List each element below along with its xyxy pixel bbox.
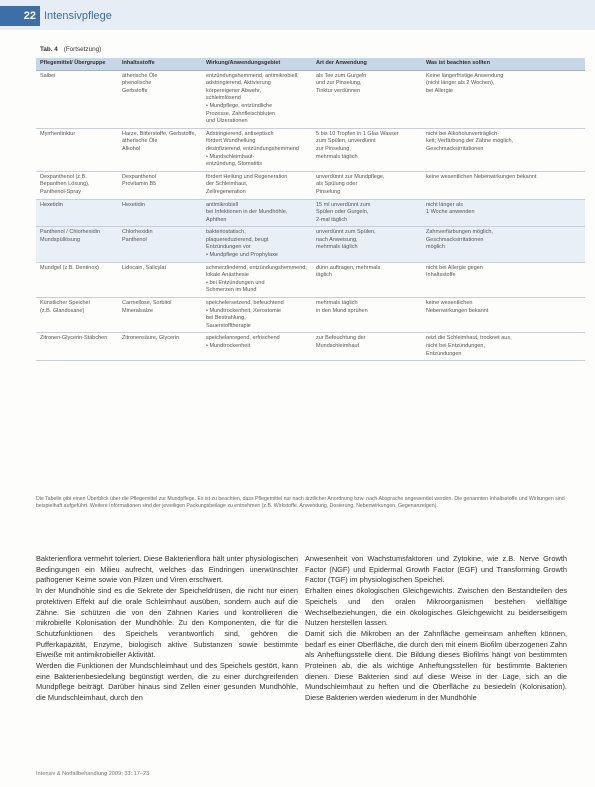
table-cell-line: 2-mal täglich [316,216,348,223]
body-column-right [305,554,567,704]
table-cell-line: Harze, Bitterstoffe, Gerbstoffe, [122,130,197,137]
body-column-left [36,554,298,704]
table-cell-line: keine wesentlichen [426,300,473,307]
table-cell-line: lokale Anästhesie [206,272,249,279]
table-cell-line: Zellregeneration [206,188,246,195]
table-cell-line: Sauerstofftherapie [206,322,251,329]
table-cell [422,333,585,361]
table-cell-line: nicht bei Allergie gegen [426,264,483,271]
table-cell-line: mehrmals täglich [316,300,358,307]
table-cell-line: Mundschleimhaut [316,343,360,349]
table-cell-line: Hexetidin [122,201,145,208]
table-cell [118,171,202,199]
table-cell [202,171,312,199]
table-cell-line: fördert Wundheilung [206,138,256,145]
table-cell-line: bei Allergie [426,87,453,94]
table-cell-line: ätherische Öle [122,138,158,145]
table-cell-line: keine wesentlichen Nebenwirkungen bekannt [426,173,537,180]
table-cell [118,262,202,297]
table-cell-line: Lidocain, Salicylat [122,264,167,271]
table-cell-line: mehrmals täglich [316,244,358,251]
table-cell-line: antimikrobiell [206,201,239,208]
table-cell [312,262,422,297]
table-cell-line: Alkohol [122,145,141,152]
table-cell-line: 1 Woche anwenden [426,209,475,216]
table-cell-line: Provitamin B5 [122,181,157,188]
table-cell-line: unverdünnt zur Mundpflege, [316,173,385,180]
table-cell-line: Zahnverfärbungen möglich, [426,229,493,236]
body-paragraph: Damit sich die Mikroben an der Zahnfläche gemeinsam anheften können, bedarf es einer Oberfläche, die durch den mit einem Biofilm überzogenen Zahn als Anheftungsstelle dient. Die Bildung dieses Biofilms hängt von bestimmten Proteinen ab, die als wichtige Anheftungsstellen für bestimmte Bakterien dienen. Diese Bakterien sind auf diese Weise in der Lage, sich an die Mundschleimhaut zu heften und die Oberfläche zu besiedeln (Kolonisation). Diese Bakterien werden wiederum in der Mundhöhle [305,628,567,703]
table-cell [36,199,118,227]
table-cell-line: adstringierend, Aktivierung [206,80,271,87]
page-number: 22 [0,6,40,26]
table-cell [36,70,118,128]
table-cell-line: schmerzlindernd, entzündungshemmend, [206,264,307,271]
table-row [36,333,585,361]
table-cell-line: desinfizierend, entzündungshemmend [206,145,299,152]
table-cell-line: Mundgel (z.B. Dentinox) [40,264,99,271]
table-cell [422,298,585,333]
table-cell [202,262,312,297]
table-cell-line: • Mundtrockenheit, Xerostomie [206,307,281,314]
table-cell-line: unverdünnt zum Spülen, [316,229,376,236]
table-cell-line: 5 bis 10 Tropfen in 1 Glas Wasser [316,130,399,137]
table-cell-line: • Mundpflege und Prophylaxe [206,252,278,259]
table-cell-line: Pinselung [316,188,341,195]
table-cell [202,227,312,262]
table-cell [36,227,118,262]
section-title: Intensivpflege [44,10,112,22]
table-cell-line: als Tee zum Gurgeln [316,72,367,79]
body-paragraph: Werden die Funktionen der Mundschleimhaut und des Speichels gestört, kann eine Bakterienbesiedelung begünstigt werden, die zu einer durchgreifenden Mundpflege beiträgt. Darüber hinaus sind Zellen einer gesunden Mundhöhle, die Mundschleimhaut, durch den [36,661,298,703]
table-cell-line: täglich [316,272,332,279]
table-cell [312,227,422,262]
table-row [36,171,585,199]
table-cell-line: entzündung, Stomatitis [206,161,262,168]
table-caption-label: Tab. 4 [40,46,58,53]
table-cell-line: • bei Entzündungen und [206,279,265,286]
table-cell-line: Prozesse, Zahnfleischbluten [206,110,276,117]
table-cell-line: nicht bei Alkoholunverträglich- [426,130,500,137]
table-cell-line: (nicht länger als 2 Wochen), [426,80,495,87]
table-row [36,298,585,333]
table-row [36,262,585,297]
table-caption [40,46,101,53]
table-cell-line: Geschmacksirritationen [426,236,484,243]
table-cell-line: Spülen oder Gurgeln, [316,209,369,216]
table-cell [312,171,422,199]
table-cell-line: phenolische [122,80,152,87]
table-cell-line: Schmerzen im Mund [206,287,257,294]
body-paragraph: Anwesenheit von Wachstumsfaktoren und Zytokine, wie z.B. Nerve Growth Factor (NGF) und Epidermal Growth Factor (EGF) und Transforming Growth Factor (TGF) im physiologischen Speichel. [305,554,567,585]
page-footer-citation: Intensiv & Notfallbehandlung 2009; 33: 17–23 [36,771,150,777]
table-cell-line: Salbei [40,72,56,79]
table-cell [312,333,422,361]
table-cell-line: nach Anweisung, [316,236,358,243]
table-cell [422,128,585,171]
table-cell [422,227,585,262]
table-cell [118,298,202,333]
table-cell-line: • Mundpflege, entzündliche [206,102,273,109]
table-cell-line: speichelanregend, erfrischend [206,335,280,342]
table-cell-line: Chlorhexidin [122,229,153,236]
table-cell-line: bei Bestrahlung, [206,315,246,322]
table-cell [36,262,118,297]
table-cell-line: ätherische Öle [122,72,158,79]
table-header-cell: Art der Anwendung [312,58,422,70]
table-cell-line: Panthenol / Chlorhexidin [40,229,100,236]
table-cell-line: zur Pinselung, [316,145,351,152]
table-cell-line: Gerbstoffe [122,87,148,94]
table-cell-line: möglich [426,244,445,251]
table-cell [312,298,422,333]
table-cell-line: Panthenol [122,236,147,243]
table-cell [422,262,585,297]
table-cell-line: und zur Pinselung, [316,80,362,87]
table-cell-line: 15 ml unverdünnt zum [316,201,371,208]
table-cell [422,171,585,199]
table-cell-line: Inhaltsstoffe [426,272,456,279]
table-cell-line: (z.B. Glandosane) [40,307,85,314]
table-cell [36,333,118,361]
body-paragraph: In der Mundhöhle sind es die Sekrete der Speicheldrüsen, die nicht nur einen protektiven Effekt auf die orale Schleimhaut ausüben, sondern auch auf die Zähne. Sie schützen die von den Zähnen Karies und kontrollieren die mikrobielle Kolonisation der Mundhöhle. Zu den Komponenten, die für die Schutzfunktionen des Speichels verantwortlich sind, gehören die Pufferkapazität, Enzyme, biologisch aktive Substanzen sowie bestimmte Eiweiße mit antimikrobieller Aktivität. [36,586,298,660]
table-cell-line: Entzündungen [426,350,462,357]
table-cell-line: zur Befeuchtung der [316,335,366,342]
table-row [36,227,585,262]
table-cell-line: der Schleimhaut, [206,181,248,188]
table-cell-line: Nebenwirkungen bekannt [426,307,489,314]
table-cell [202,70,312,128]
table-cell [422,199,585,227]
table-body [36,70,585,361]
table-cell [202,199,312,227]
table-cell [118,128,202,171]
table-cell-line: Dexpanthenol (z.B. Bepanthen Lösung), [40,173,90,188]
table-cell-line: keit; Verfärbung der Zähne möglich, [426,138,514,145]
table-cell [312,70,422,128]
table-cell [312,128,422,171]
table-cell-line: Mineralsalze [122,307,153,314]
table-row [36,70,585,128]
table-cell [118,70,202,128]
table-cell [202,298,312,333]
table-cell-line: bakteriostatisch, [206,229,246,236]
table-cell-line: Tinktur verdünnen [316,87,361,94]
table-header-cell: Was ist beachten sollten [422,58,585,70]
table-cell-line: Aphthen [206,216,227,223]
table-cell-line: bei Infektionen in der Mundhöhle, [206,209,288,216]
table-cell-line: Entzündungen vor [206,244,251,251]
table-cell-line: Panthenol-Spray [40,188,81,195]
table-cell-line: Hexetidin [40,201,63,208]
body-paragraph: Erhalten eines ökologischen Gleichgewichts. Zwischen den Bestandteilen des Speichels und den oralen Mikroorganismen bestehen vielfältige Wechselbeziehungen, die ein ökologisches Gleichgewicht zu beiderseitigem Nutzen herstellen lassen. [305,586,567,628]
table-cell [118,333,202,361]
table-cell-line: reizt die Schleimhaut, trocknet aus, [426,335,512,342]
table-cell-line: Myrrhentinktur [40,130,76,137]
table-header-cell: Pflegemittel/ Übergruppe [36,58,118,70]
table-header-row [36,58,585,70]
care-products-table [36,58,585,361]
body-paragraph: Bakterienflora vermehrt toleriert. Diese Bakterienflora hält unter physiologischen Bedingungen ein Milieu aufrecht, welches das Eindringen unerwünschter pathogener Keime sowie von Pilzen und Viren erschwert. [36,554,298,585]
table-cell-line: speichelersetzend, befeuchtend [206,300,284,307]
table-cell [36,171,118,199]
table-footnote: Die Tabelle gibt einen Überblick über die Pflegemittel zur Mundpflege. Es ist zu beachten, dass Pflegemittel nur nach ärztlicher Anordnung bzw. nach Absprache angewendet werden. Die genannten Inhaltsstoffe und Wirkungen sind beispielhaft aufgeführt. Weitere Informationen sind der jeweiligen Packungsbeilage zu entnehmen (z.B. Wirkstoffe, Anwendung, Dosierung, Nebenwirkungen, Gegenanzeigen). [36,496,565,510]
table-cell [202,333,312,361]
table-header-cell: Inhaltsstoffe [118,58,202,70]
table-cell-line: Mundspüllösung [40,236,81,243]
table-cell-line: dünn auftragen, mehrmals [316,264,381,271]
table-caption-text: (Fortsetzung) [63,46,102,53]
table-cell [118,227,202,262]
table-cell-line: und Ulzerationen [206,118,248,125]
table-cell [36,298,118,333]
table-cell-line: entzündungshemmend, antimikrobiell, [206,72,299,79]
table-row [36,128,585,171]
table-header-cell: Wirkung/Anwendungsgebiet [202,58,312,70]
table-cell-line: Zitronensäure, Glycerin [122,335,180,342]
table-cell-line: • Mundschleimhaut- [206,153,255,160]
table-cell-line: zum Spülen, unverdünnt [316,138,376,145]
table-cell-line: fördert Heilung und Regeneration [206,173,288,180]
table-cell [36,128,118,171]
table-cell-line: nicht länger als [426,201,463,208]
table-cell-line: Künstlicher Speichel [40,300,90,307]
table-cell-line: schleimlösend [206,95,241,102]
table-cell-line: Adstringierend, antiseptisch [206,130,274,137]
table-cell-line: nicht bei Entzündungen, [426,343,486,349]
table-cell-line: Dexpanthenol [122,173,156,180]
table-cell [202,128,312,171]
table-cell-line: Zitronen-Glycerin-Stäbchen [40,335,108,342]
table-cell-line: • Mundtrockenheit [206,343,251,349]
table-cell-line: in den Mund sprühen [316,307,368,314]
table-cell-line: als Spülung oder [316,181,358,188]
table-cell-line: Keine längerfristige Anwendung [426,72,504,79]
table-cell [118,199,202,227]
table-cell-line: Geschmacksirritationen [426,145,484,152]
table-cell [312,199,422,227]
table-cell-line: körpereigener Abwehr, [206,87,262,94]
table-row [36,199,585,227]
table-cell-line: plaquereduzierend, beugt [206,236,269,243]
table-cell [422,70,585,128]
table-cell-line: mehrmals täglich [316,153,358,160]
table-cell-line: Carmellose, Sorbitol [122,300,172,307]
